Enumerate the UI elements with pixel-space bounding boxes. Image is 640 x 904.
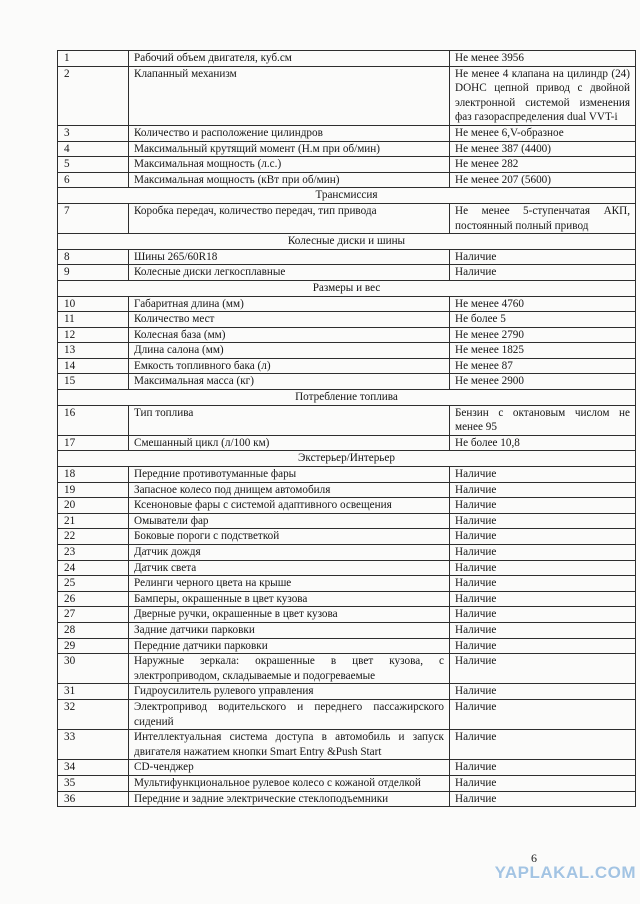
row-number-cell: 18 — [58, 467, 129, 483]
row-number-cell: 10 — [58, 296, 129, 312]
table-row — [58, 435, 636, 451]
spec-value-cell: Наличие — [450, 791, 636, 807]
spec-name-cell: Омыватели фар — [129, 513, 450, 529]
spec-value-cell: Наличие — [450, 265, 636, 281]
row-number-cell: 12 — [58, 327, 129, 343]
spec-value-cell: Наличие — [450, 529, 636, 545]
section-header-label: Потребление топлива — [58, 390, 636, 406]
spec-value-cell: Не менее 2900 — [450, 374, 636, 390]
section-header-label: Колесные диски и шины — [58, 234, 636, 250]
spec-value-cell: Не более 5 — [450, 312, 636, 328]
row-number-cell: 25 — [58, 576, 129, 592]
watermark-yaplakal: YAPLAKAL.COM — [494, 863, 636, 882]
table-row — [58, 482, 636, 498]
section-header-row — [58, 234, 636, 250]
spec-value-cell: Не менее 4760 — [450, 296, 636, 312]
row-number-cell: 9 — [58, 265, 129, 281]
table-row — [58, 699, 636, 729]
table-row — [58, 560, 636, 576]
spec-value-cell: Наличие — [450, 560, 636, 576]
section-header-row — [58, 188, 636, 204]
row-number-cell: 13 — [58, 343, 129, 359]
table-row — [58, 513, 636, 529]
spec-name-cell: Передние и задние электрические стеклоподъемники — [129, 791, 450, 807]
spec-value-cell: Не менее 6,V-образное — [450, 125, 636, 141]
table-row — [58, 343, 636, 359]
spec-value-cell: Не менее 1825 — [450, 343, 636, 359]
row-number-cell: 3 — [58, 125, 129, 141]
table-row — [58, 622, 636, 638]
spec-name-cell: Мультифункциональное рулевое колесо с кожаной отделкой — [129, 775, 450, 791]
spec-name-cell: Количество и расположение цилиндров — [129, 125, 450, 141]
spec-name-cell: Бамперы, окрашенные в цвет кузова — [129, 591, 450, 607]
spec-name-cell: CD-ченджер — [129, 760, 450, 776]
spec-name-cell: Датчик дождя — [129, 545, 450, 561]
spec-name-cell: Запасное колесо под днищем автомобиля — [129, 482, 450, 498]
table-row — [58, 296, 636, 312]
table-row — [58, 607, 636, 623]
row-number-cell: 8 — [58, 249, 129, 265]
table-row — [58, 358, 636, 374]
spec-name-cell: Максимальная мощность (л.с.) — [129, 157, 450, 173]
table-row — [58, 498, 636, 514]
spec-value-cell: Наличие — [450, 699, 636, 729]
spec-value-cell: Не более 10,8 — [450, 435, 636, 451]
spec-value-cell: Бензин с октановым числом не менее 95 — [450, 405, 636, 435]
spec-name-cell: Гидроусилитель рулевого управления — [129, 684, 450, 700]
table-row — [58, 203, 636, 233]
row-number-cell: 23 — [58, 545, 129, 561]
row-number-cell: 30 — [58, 654, 129, 684]
spec-value-cell: Наличие — [450, 482, 636, 498]
table-row — [58, 529, 636, 545]
row-number-cell: 20 — [58, 498, 129, 514]
spec-name-cell: Передние противотуманные фары — [129, 467, 450, 483]
spec-value-cell: Наличие — [450, 576, 636, 592]
spec-name-cell: Наружные зеркала: окрашенные в цвет кузова, с электроприводом, складываемые и подогреваемые — [129, 654, 450, 684]
spec-name-cell: Боковые пороги с подстветкой — [129, 529, 450, 545]
table-row — [58, 775, 636, 791]
table-row — [58, 576, 636, 592]
table-row — [58, 654, 636, 684]
table-row — [58, 141, 636, 157]
spec-value-cell: Не менее 3956 — [450, 51, 636, 67]
row-number-cell: 16 — [58, 405, 129, 435]
section-header-row — [58, 451, 636, 467]
spec-name-cell: Электропривод водительского и переднего пассажирского сидений — [129, 699, 450, 729]
spec-name-cell: Клапанный механизм — [129, 66, 450, 125]
row-number-cell: 19 — [58, 482, 129, 498]
table-row — [58, 157, 636, 173]
spec-name-cell: Датчик света — [129, 560, 450, 576]
spec-name-cell: Колесные диски легкосплавные — [129, 265, 450, 281]
spec-value-cell: Наличие — [450, 249, 636, 265]
spec-value-cell: Не менее 5-ступенчатая АКП, постоянный полный привод — [450, 203, 636, 233]
row-number-cell: 11 — [58, 312, 129, 328]
spec-value-cell: Не менее 387 (4400) — [450, 141, 636, 157]
spec-value-cell: Наличие — [450, 513, 636, 529]
spec-name-cell: Максимальная мощность (кВт при об/мин) — [129, 172, 450, 188]
spec-name-cell: Интеллектуальная система доступа в автомобиль и запуск двигателя нажатием кнопки Smart Entry &Push Start — [129, 730, 450, 760]
spec-value-cell: Наличие — [450, 591, 636, 607]
spec-value-cell: Наличие — [450, 654, 636, 684]
spec-name-cell: Ксеноновые фары с системой адаптивного освещения — [129, 498, 450, 514]
row-number-cell: 31 — [58, 684, 129, 700]
row-number-cell: 21 — [58, 513, 129, 529]
spec-name-cell: Дверные ручки, окрашенные в цвет кузова — [129, 607, 450, 623]
spec-value-cell: Наличие — [450, 760, 636, 776]
row-number-cell: 28 — [58, 622, 129, 638]
spec-name-cell: Тип топлива — [129, 405, 450, 435]
row-number-cell: 33 — [58, 730, 129, 760]
spec-name-cell: Коробка передач, количество передач, тип привода — [129, 203, 450, 233]
table-row — [58, 312, 636, 328]
table-row — [58, 172, 636, 188]
table-row — [58, 405, 636, 435]
row-number-cell: 27 — [58, 607, 129, 623]
spec-name-cell: Максимальная масса (кг) — [129, 374, 450, 390]
table-row — [58, 51, 636, 67]
row-number-cell: 5 — [58, 157, 129, 173]
spec-name-cell: Релинги черного цвета на крыше — [129, 576, 450, 592]
table-row — [58, 545, 636, 561]
section-header-row — [58, 280, 636, 296]
row-number-cell: 15 — [58, 374, 129, 390]
spec-name-cell: Шины 265/60R18 — [129, 249, 450, 265]
spec-value-cell: Наличие — [450, 622, 636, 638]
spec-table-body — [58, 51, 636, 807]
section-header-label: Размеры и вес — [58, 280, 636, 296]
row-number-cell: 24 — [58, 560, 129, 576]
spec-value-cell: Наличие — [450, 730, 636, 760]
spec-value-cell: Не менее 4 клапана на цилиндр (24) DOHC цепной привод с двойной электронной системой изменения фаз газораспределения dual VVT-i — [450, 66, 636, 125]
spec-name-cell: Задние датчики парковки — [129, 622, 450, 638]
table-row — [58, 684, 636, 700]
row-number-cell: 14 — [58, 358, 129, 374]
spec-name-cell: Количество мест — [129, 312, 450, 328]
spec-value-cell: Не менее 87 — [450, 358, 636, 374]
row-number-cell: 22 — [58, 529, 129, 545]
table-row — [58, 638, 636, 654]
row-number-cell: 35 — [58, 775, 129, 791]
row-number-cell: 4 — [58, 141, 129, 157]
table-row — [58, 760, 636, 776]
row-number-cell: 2 — [58, 66, 129, 125]
spec-value-cell: Наличие — [450, 467, 636, 483]
row-number-cell: 32 — [58, 699, 129, 729]
spec-name-cell: Максимальный крутящий момент (Н.м при об/мин) — [129, 141, 450, 157]
spec-value-cell: Не менее 282 — [450, 157, 636, 173]
table-row — [58, 467, 636, 483]
spec-value-cell: Наличие — [450, 684, 636, 700]
spec-name-cell: Рабочий объем двигателя, куб.см — [129, 51, 450, 67]
spec-name-cell: Смешанный цикл (л/100 км) — [129, 435, 450, 451]
table-row — [58, 327, 636, 343]
spec-name-cell: Колесная база (мм) — [129, 327, 450, 343]
spec-value-cell: Наличие — [450, 498, 636, 514]
table-row — [58, 66, 636, 125]
row-number-cell: 1 — [58, 51, 129, 67]
spec-value-cell: Не менее 2790 — [450, 327, 636, 343]
row-number-cell: 29 — [58, 638, 129, 654]
row-number-cell: 34 — [58, 760, 129, 776]
table-row — [58, 791, 636, 807]
row-number-cell: 6 — [58, 172, 129, 188]
spec-value-cell: Наличие — [450, 607, 636, 623]
table-row — [58, 265, 636, 281]
table-row — [58, 125, 636, 141]
section-header-label: Трансмиссия — [58, 188, 636, 204]
table-row — [58, 591, 636, 607]
spec-name-cell: Емкость топливного бака (л) — [129, 358, 450, 374]
row-number-cell: 26 — [58, 591, 129, 607]
table-row — [58, 249, 636, 265]
car-spec-table — [57, 50, 636, 807]
row-number-cell: 17 — [58, 435, 129, 451]
spec-name-cell: Длина салона (мм) — [129, 343, 450, 359]
row-number-cell: 7 — [58, 203, 129, 233]
spec-value-cell: Не менее 207 (5600) — [450, 172, 636, 188]
spec-name-cell: Габаритная длина (мм) — [129, 296, 450, 312]
spec-value-cell: Наличие — [450, 775, 636, 791]
spec-value-cell: Наличие — [450, 638, 636, 654]
spec-name-cell: Передние датчики парковки — [129, 638, 450, 654]
row-number-cell: 36 — [58, 791, 129, 807]
table-row — [58, 374, 636, 390]
section-header-label: Экстерьер/Интерьер — [58, 451, 636, 467]
spec-value-cell: Наличие — [450, 545, 636, 561]
page-number: 6 — [531, 851, 537, 865]
section-header-row — [58, 390, 636, 406]
table-row — [58, 730, 636, 760]
